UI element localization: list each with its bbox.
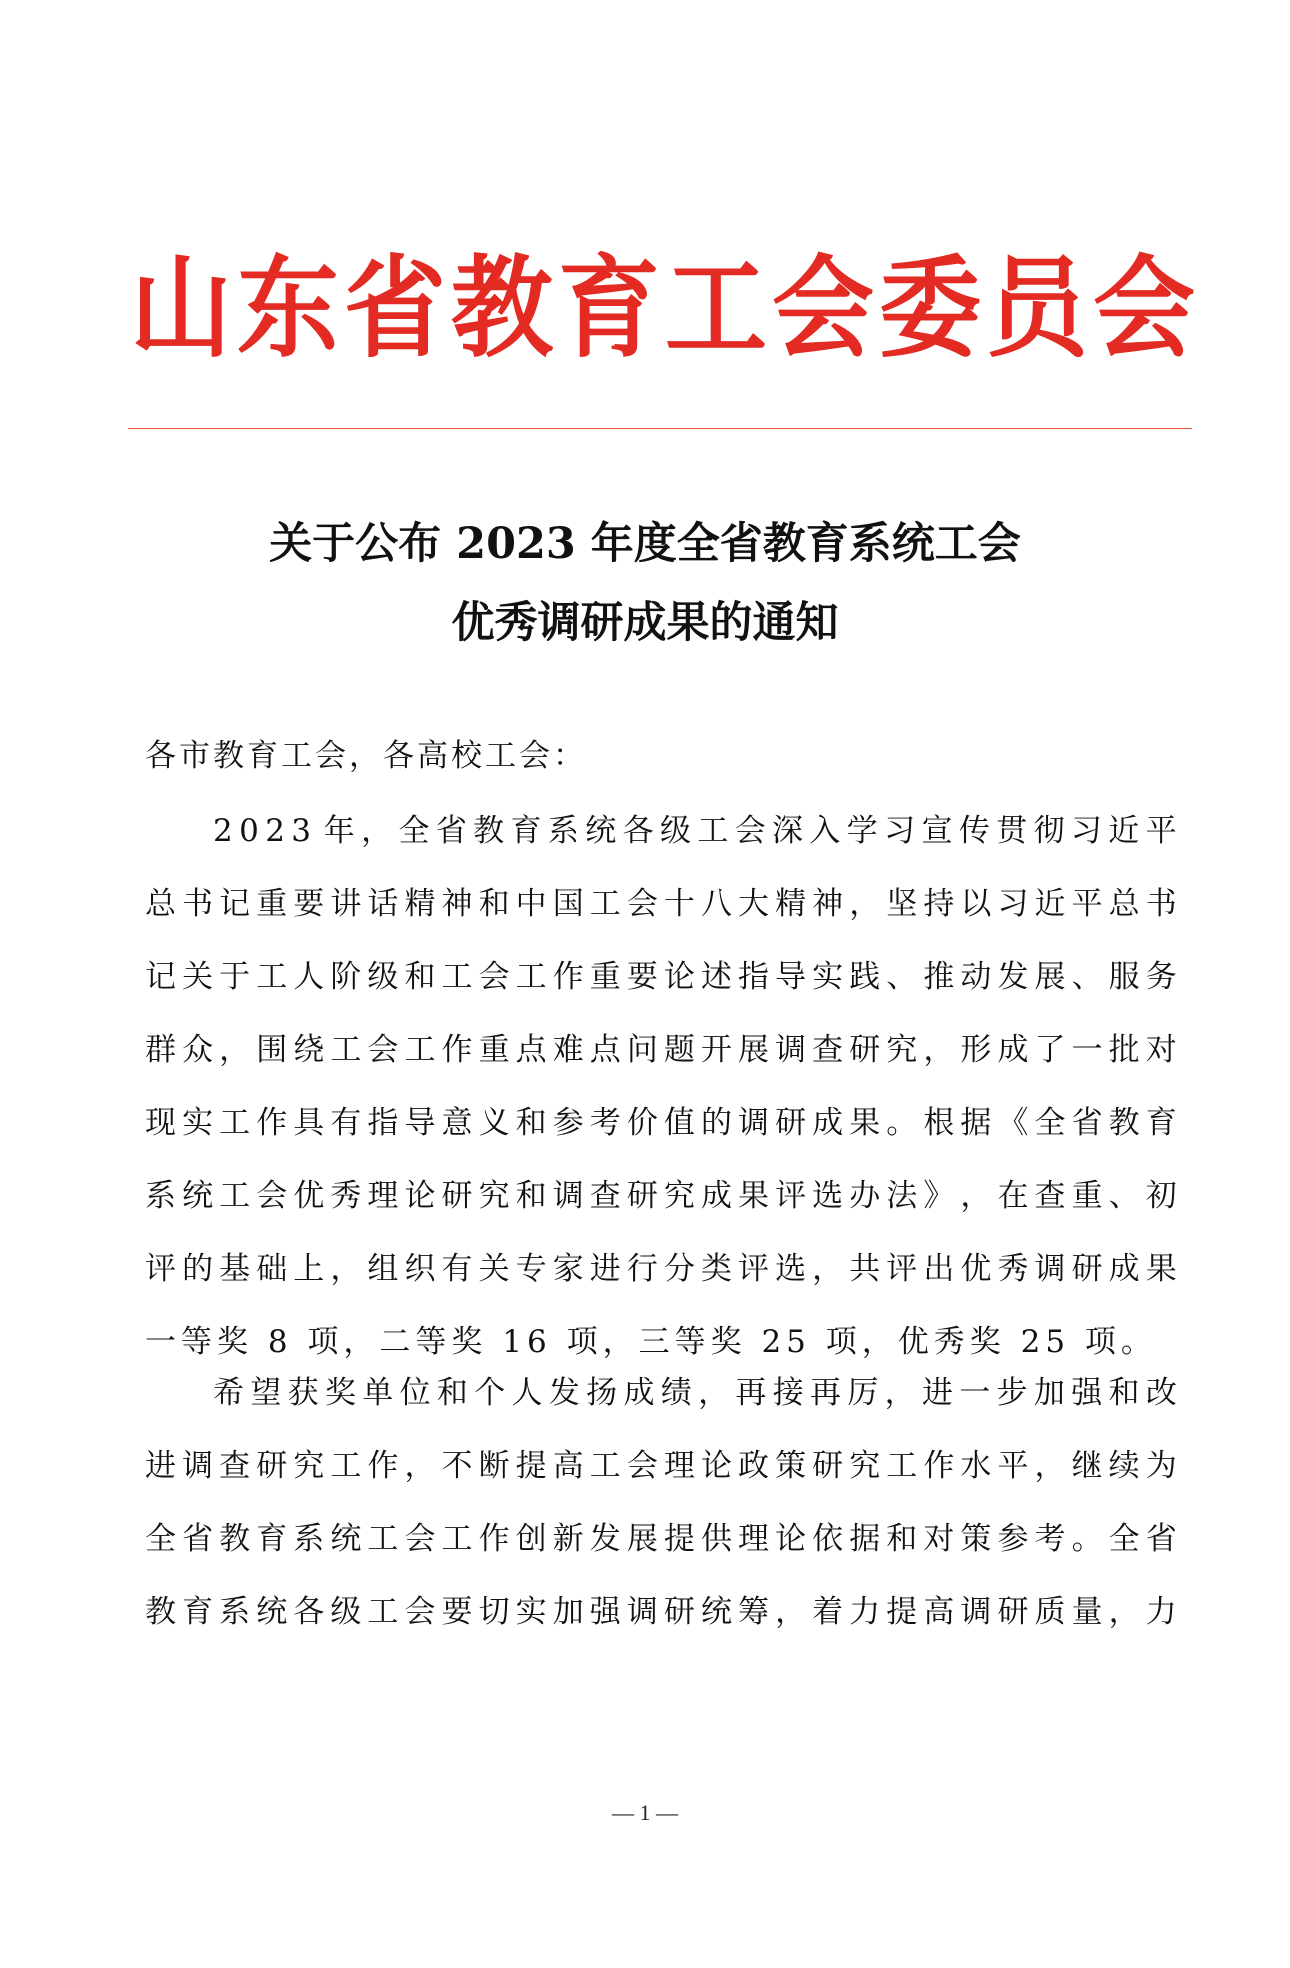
line-text: 群 众 ， 围 绕 工 会 工 作 重 点 难 点 问 题 开 展 调 查 研 究 ， 形 成 了 一 批 对 [145, 1032, 1177, 1068]
salutation: 各市教育工会，各高校工会： [145, 738, 587, 774]
line-text: 系 统 工 会 优 秀 理 论 研 究 和 调 查 研 究 成 果 评 选 办 法 》 ， 在 查 重 、 初 [145, 1178, 1177, 1214]
line-text: 教 育 系 统 各 级 工 会 要 切 实 加 强 调 研 统 筹 ， 着 力 提 高 调 研 质 量 ， 力 [145, 1594, 1177, 1630]
line-text: 记 关 于 工 人 阶 级 和 工 会 工 作 重 要 论 述 指 导 实 践 、 推 动 发 展 、 服 务 [145, 959, 1177, 995]
paragraph-line [145, 1357, 1177, 1430]
line-text: 进 调 查 研 究 工 作 ， 不 断 提 高 工 会 理 论 政 策 研 究 工 作 水 平 ， 继 续 为 [145, 1448, 1177, 1484]
masthead-title: 山东省教育工会委员会 [130, 245, 1200, 374]
paragraph-2 [145, 1357, 1177, 1649]
title-line-1: 关于公布 2023 年度全省教育系统工会 [269, 519, 1021, 569]
paragraph-line [145, 1014, 1177, 1087]
paragraph-1 [145, 795, 1177, 1379]
page-number: — 1 — [612, 1800, 678, 1825]
paragraph-line [145, 1503, 1177, 1576]
paragraph-line [145, 1576, 1177, 1649]
paragraph-line [145, 795, 1177, 868]
red-divider-line [128, 428, 1192, 429]
line-text: 评 的 基 础 上 ， 组 织 有 关 专 家 进 行 分 类 评 选 ， 共 评 出 优 秀 调 研 成 果 [145, 1251, 1177, 1287]
line-text: 2 0 2 3 年 ， 全 省 教 育 系 统 各 级 工 会 深 入 学 习 宣 传 贯 彻 习 近 平 [213, 813, 1177, 849]
paragraph-line [145, 1233, 1177, 1306]
paragraph-line [145, 868, 1177, 941]
paragraph-line [145, 941, 1177, 1014]
line-text: 全 省 教 育 系 统 工 会 工 作 创 新 发 展 提 供 理 论 依 据 和 对 策 参 考 。 全 省 [145, 1521, 1177, 1557]
paragraph-line [145, 1430, 1177, 1503]
paragraph-line [145, 1087, 1177, 1160]
document-title [0, 505, 1290, 663]
title-line-2: 优秀调研成果的通知 [451, 598, 839, 648]
line-text: 现 实 工 作 具 有 指 导 意 义 和 参 考 价 值 的 调 研 成 果 。 根 据 《 全 省 教 育 [145, 1105, 1177, 1141]
line-text: 希 望 获 奖 单 位 和 个 人 发 扬 成 绩 ， 再 接 再 厉 ， 进 一 步 加 强 和 改 [213, 1375, 1177, 1411]
paragraph-line [145, 1160, 1177, 1233]
line-text: 一等奖 8 项，二等奖 16 项，三等奖 25 项，优秀奖 25 项。 [145, 1324, 1157, 1360]
line-text: 总 书 记 重 要 讲 话 精 神 和 中 国 工 会 十 八 大 精 神 ， 坚 持 以 习 近 平 总 书 [145, 886, 1177, 922]
